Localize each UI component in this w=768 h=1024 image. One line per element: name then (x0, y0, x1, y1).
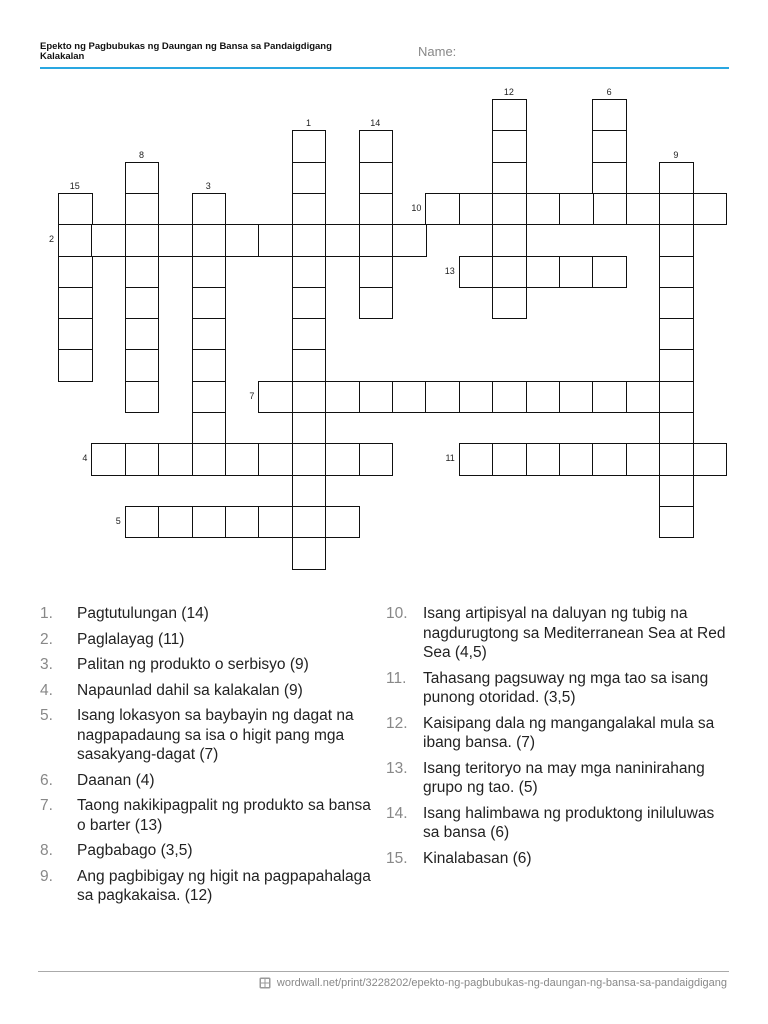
clue-item-6 (40, 771, 375, 791)
crossword-cell[interactable] (125, 287, 160, 320)
crossword-cell[interactable] (526, 193, 561, 226)
clue-number-label: 13 (444, 265, 455, 276)
clue-item-9 (40, 867, 375, 906)
crossword-cell[interactable] (359, 193, 394, 226)
crossword-cell[interactable] (192, 256, 227, 289)
crossword-cell[interactable] (492, 162, 527, 195)
crossword-cell[interactable] (192, 381, 227, 414)
crossword-cell[interactable] (659, 443, 694, 476)
crossword-cell[interactable] (258, 443, 293, 476)
crossword-cell[interactable] (459, 256, 494, 289)
crossword-cell[interactable] (492, 99, 527, 132)
clue-text: Isang teritoryo na may mga naninirahang grupo ng tao. (5) (423, 759, 705, 796)
clue-number-label: 9 (673, 149, 679, 160)
clue-list-left (40, 604, 375, 912)
clue-number: 8. (40, 842, 53, 859)
clue-number: 1. (40, 605, 53, 622)
crossword-cell[interactable] (192, 224, 227, 257)
crossword-cell[interactable] (659, 318, 694, 351)
crossword-cell[interactable] (58, 256, 93, 289)
clue-number: 15. (386, 849, 408, 867)
clue-item-13 (386, 759, 731, 798)
crossword-cell[interactable] (425, 193, 460, 226)
clue-number-label: 7 (249, 390, 255, 401)
crossword-cell[interactable] (292, 224, 327, 257)
clue-number-label: 8 (138, 149, 144, 160)
crossword-cell[interactable] (192, 443, 227, 476)
clue-text: Isang halimbawa ng produktong iniluluwas sa bansa (6) (423, 804, 715, 841)
crossword-cell[interactable] (592, 130, 627, 163)
worksheet-title: Epekto ng Pagbubukas ng Daungan ng Bansa sa Pandaigdigang Kalakalan (40, 41, 332, 62)
crossword-cell[interactable] (659, 475, 694, 508)
crossword-cell[interactable] (125, 381, 160, 414)
crossword-cell[interactable] (392, 381, 427, 414)
clue-number-label: 5 (115, 515, 121, 526)
crossword-cell[interactable] (292, 162, 327, 195)
crossword-cell[interactable] (292, 412, 327, 445)
clue-item-15 (386, 849, 731, 869)
crossword-cell[interactable] (592, 443, 627, 476)
clue-item-8 (40, 841, 375, 861)
crossword-cell[interactable] (559, 256, 594, 289)
clue-text: Paglalayag (11) (77, 630, 185, 648)
crossword-cell[interactable] (492, 287, 527, 320)
clue-text: Taong nakikipagpalit ng produkto sa bansa o barter (13) (77, 797, 371, 834)
crossword-cell[interactable] (225, 506, 260, 539)
crossword-cell[interactable] (58, 287, 93, 320)
crossword-cell[interactable] (292, 443, 327, 476)
crossword-cell[interactable] (559, 443, 594, 476)
crossword-cell[interactable] (192, 412, 227, 445)
crossword-cell[interactable] (58, 224, 93, 257)
clue-item-10 (386, 604, 731, 663)
crossword-cell[interactable] (592, 193, 627, 226)
clue-item-5 (40, 706, 375, 765)
crossword-cell[interactable] (425, 381, 460, 414)
clue-number: 11. (386, 669, 407, 687)
clue-item-1 (40, 604, 375, 624)
clue-number-label: 4 (82, 453, 88, 464)
name-label: Name: (418, 44, 457, 59)
crossword-cell[interactable] (492, 193, 527, 226)
crossword-cell[interactable] (659, 162, 694, 195)
crossword-cell[interactable] (158, 224, 193, 257)
crossword-cell[interactable] (158, 443, 193, 476)
crossword-cell[interactable] (58, 349, 93, 382)
clue-number-label: 15 (69, 180, 80, 191)
crossword-cell[interactable] (359, 381, 394, 414)
crossword-cell[interactable] (325, 381, 360, 414)
crossword-cell[interactable] (526, 381, 561, 414)
crossword-cell[interactable] (125, 193, 160, 226)
crossword-cell[interactable] (592, 381, 627, 414)
crossword-cell[interactable] (158, 506, 193, 539)
crossword-cell[interactable] (325, 224, 360, 257)
crossword-cell[interactable] (492, 130, 527, 163)
crossword-cell[interactable] (192, 193, 227, 226)
crossword-cell[interactable] (459, 193, 494, 226)
crossword-cell[interactable] (292, 318, 327, 351)
clue-text: Daanan (4) (77, 771, 155, 789)
clue-number: 7. (40, 797, 53, 814)
crossword-cell[interactable] (292, 193, 327, 226)
clue-number-label: 2 (48, 234, 54, 245)
crossword-cell[interactable] (292, 130, 327, 163)
crossword-cell[interactable] (659, 412, 694, 445)
crossword-cell[interactable] (258, 381, 293, 414)
crossword-cell[interactable] (292, 256, 327, 289)
crossword-cell[interactable] (325, 443, 360, 476)
crossword-cell[interactable] (526, 443, 561, 476)
crossword-cell[interactable] (459, 381, 494, 414)
crossword-cell[interactable] (392, 224, 427, 257)
clue-item-7 (40, 796, 375, 835)
crossword-cell[interactable] (592, 162, 627, 195)
crossword-cell[interactable] (125, 506, 160, 539)
crossword-cell[interactable] (58, 193, 93, 226)
crossword-cell[interactable] (292, 537, 327, 570)
clue-item-14 (386, 804, 731, 843)
clue-number-label: 10 (411, 202, 422, 213)
crossword-cell[interactable] (292, 475, 327, 508)
crossword-cell[interactable] (659, 381, 694, 414)
clue-text: Palitan ng produkto o serbisyo (9) (77, 656, 309, 673)
footer (259, 977, 727, 989)
clue-item-2 (40, 630, 375, 650)
clue-text: Kaisipang dala ng mangangalakal mula sa ibang bansa. (7) (423, 714, 715, 751)
clue-number: 6. (40, 771, 53, 789)
crossword-cell[interactable] (258, 224, 293, 257)
crossword-cell[interactable] (592, 256, 627, 289)
crossword-cell[interactable] (659, 349, 694, 382)
crossword-cell[interactable] (359, 162, 394, 195)
crossword-cell[interactable] (492, 256, 527, 289)
clue-text: Ang pagbibigay ng higit na pagpapahalaga sa pagkakaisa. (12) (77, 867, 371, 904)
crossword-cell[interactable] (91, 224, 126, 257)
clue-number: 10. (386, 605, 408, 622)
crossword-cell[interactable] (659, 256, 694, 289)
crossword-cell[interactable] (325, 506, 360, 539)
crossword-cell[interactable] (592, 99, 627, 132)
crossword-cell[interactable] (225, 224, 260, 257)
clue-text: Isang artipisyal na daluyan ng tubig na nagdurugtong sa Mediterranean Sea at Red Sea (4,5) (423, 605, 726, 661)
crossword-cell[interactable] (359, 256, 394, 289)
crossword-cell[interactable] (359, 443, 394, 476)
crossword-cell[interactable] (125, 256, 160, 289)
crossword-cell[interactable] (125, 318, 160, 351)
crossword-cell[interactable] (359, 287, 394, 320)
clue-number: 2. (40, 630, 53, 648)
crossword-cell[interactable] (125, 443, 160, 476)
clue-number-label: 11 (445, 453, 455, 464)
crossword-cell[interactable] (292, 287, 327, 320)
crossword-cell[interactable] (492, 381, 527, 414)
clue-text: Isang lokasyon sa baybayin ng dagat na nagpapadaung sa isa o higit pang mga sasakyang-dagat (7) (77, 707, 354, 763)
clue-number: 14. (386, 804, 408, 822)
clue-number-label: 14 (370, 118, 381, 129)
crossword-cell[interactable] (192, 349, 227, 382)
crossword-cell[interactable] (58, 318, 93, 351)
clue-number: 9. (40, 867, 53, 885)
crossword-cell[interactable] (459, 443, 494, 476)
clue-number: 5. (40, 707, 53, 724)
crossword-cell[interactable] (526, 256, 561, 289)
clue-number-label: 1 (305, 118, 311, 129)
crossword-cell[interactable] (292, 381, 327, 414)
crossword-cell[interactable] (359, 224, 394, 257)
crossword-cell[interactable] (559, 193, 594, 226)
crossword-cell[interactable] (91, 443, 126, 476)
crossword-cell[interactable] (659, 506, 694, 539)
crossword-cell[interactable] (659, 224, 694, 257)
crossword-cell[interactable] (292, 506, 327, 539)
crossword-cell[interactable] (292, 349, 327, 382)
crossword-cell[interactable] (492, 224, 527, 257)
crossword-cell[interactable] (192, 318, 227, 351)
clue-number: 13. (386, 759, 408, 777)
clue-number-label: 6 (606, 87, 612, 97)
crossword-cell[interactable] (192, 287, 227, 320)
crossword-cell[interactable] (192, 506, 227, 539)
footer-divider (38, 971, 729, 972)
clue-text: Napaunlad dahil sa kalakalan (9) (77, 681, 303, 699)
clue-text: Pagbabago (3,5) (77, 842, 193, 859)
crossword-cell[interactable] (626, 381, 661, 414)
crossword-cell[interactable] (359, 130, 394, 163)
crossword-cell[interactable] (258, 506, 293, 539)
clue-number: 12. (386, 714, 408, 732)
crossword-cell[interactable] (659, 193, 694, 226)
crossword-cell[interactable] (225, 443, 260, 476)
clue-number-label: 3 (205, 180, 211, 191)
crossword-cell[interactable] (125, 349, 160, 382)
crossword-cell[interactable] (125, 162, 160, 195)
wordwall-logo-icon (259, 977, 271, 989)
crossword-cell[interactable] (559, 381, 594, 414)
clue-list-right (386, 604, 731, 874)
clue-number: 3. (40, 656, 53, 673)
clue-number: 4. (40, 681, 53, 699)
clue-text: Tahasang pagsuway ng mga tao sa isang punong otoridad. (3,5) (423, 669, 709, 706)
crossword-cell[interactable] (693, 443, 728, 476)
clue-text: Kinalabasan (6) (423, 849, 532, 867)
footer-url: wordwall.net/print/3228202/epekto-ng-pagbubukas-ng-daungan-ng-bansa-sa-pandaigdigang (276, 977, 727, 989)
clue-item-11 (386, 669, 731, 708)
clue-item-12 (386, 714, 731, 753)
clue-text: Pagtutulungan (14) (77, 605, 209, 622)
clue-item-3 (40, 655, 375, 675)
crossword-cell[interactable] (659, 287, 694, 320)
crossword-cell[interactable] (492, 443, 527, 476)
crossword-cell[interactable] (693, 193, 728, 226)
clue-item-4 (40, 681, 375, 701)
crossword-cell[interactable] (626, 443, 661, 476)
crossword-cell[interactable] (125, 224, 160, 257)
crossword-cell[interactable] (626, 193, 661, 226)
clue-number-label: 12 (503, 87, 514, 97)
